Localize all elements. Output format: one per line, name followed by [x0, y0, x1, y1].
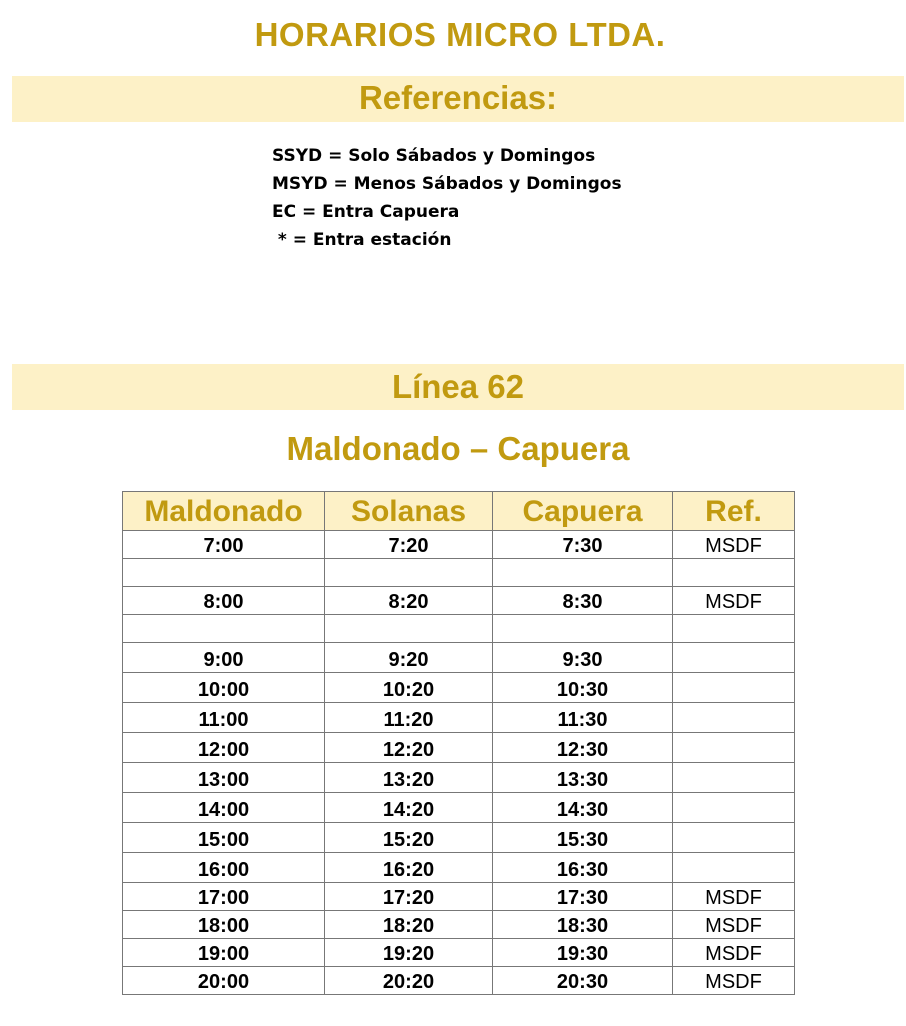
references-heading: Referencias: [358, 79, 558, 116]
cell-ref-code: MSDF [673, 587, 795, 615]
table-row [123, 587, 795, 615]
table-header-row [123, 492, 795, 531]
cell-solanas-time [325, 559, 493, 587]
cell-capuera-time [493, 559, 673, 587]
cell-solanas-time: 8:20 [325, 587, 493, 615]
cell-capuera-time: 19:30 [493, 939, 673, 967]
cell-maldonado-time: 16:00 [123, 853, 325, 883]
cell-capuera-time [493, 615, 673, 643]
cell-maldonado-time: 13:00 [123, 763, 325, 793]
cell-solanas-time: 10:20 [325, 673, 493, 703]
cell-solanas-time: 15:20 [325, 823, 493, 853]
table-row [123, 823, 795, 853]
cell-ref-code [673, 853, 795, 883]
references-band [12, 76, 904, 122]
cell-capuera-time: 12:30 [493, 733, 673, 763]
column-header-maldonado: Maldonado [123, 492, 325, 531]
table-row [123, 967, 795, 995]
cell-maldonado-time [123, 559, 325, 587]
cell-maldonado-time: 11:00 [123, 703, 325, 733]
schedule-table [122, 491, 795, 995]
table-row [123, 939, 795, 967]
cell-capuera-time: 9:30 [493, 643, 673, 673]
cell-solanas-time: 12:20 [325, 733, 493, 763]
cell-capuera-time: 20:30 [493, 967, 673, 995]
cell-capuera-time: 15:30 [493, 823, 673, 853]
cell-maldonado-time: 12:00 [123, 733, 325, 763]
cell-maldonado-time: 15:00 [123, 823, 325, 853]
cell-solanas-time: 17:20 [325, 883, 493, 911]
cell-solanas-time: 14:20 [325, 793, 493, 823]
legend-item-msyd: MSYD = Menos Sábados y Domingos [272, 174, 622, 194]
cell-capuera-time: 14:30 [493, 793, 673, 823]
cell-solanas-time: 18:20 [325, 911, 493, 939]
table-row [123, 793, 795, 823]
cell-ref-code [673, 673, 795, 703]
cell-ref-code: MSDF [673, 883, 795, 911]
cell-capuera-time: 11:30 [493, 703, 673, 733]
table-row [123, 643, 795, 673]
cell-capuera-time: 13:30 [493, 763, 673, 793]
cell-capuera-time: 7:30 [493, 531, 673, 559]
cell-ref-code [673, 763, 795, 793]
cell-maldonado-time: 9:00 [123, 643, 325, 673]
table-row [123, 673, 795, 703]
cell-maldonado-time: 19:00 [123, 939, 325, 967]
cell-solanas-time: 9:20 [325, 643, 493, 673]
cell-ref-code [673, 643, 795, 673]
cell-maldonado-time [123, 615, 325, 643]
legend-item-station: * = Entra estación [272, 230, 452, 250]
table-row [123, 733, 795, 763]
cell-maldonado-time: 18:00 [123, 911, 325, 939]
cell-ref-code: MSDF [673, 531, 795, 559]
cell-ref-code [673, 733, 795, 763]
cell-solanas-time: 20:20 [325, 967, 493, 995]
legend-item-ssyd: SSYD = Solo Sábados y Domingos [272, 146, 596, 166]
cell-maldonado-time: 8:00 [123, 587, 325, 615]
line-band [12, 364, 904, 410]
table-row [123, 911, 795, 939]
table-row [123, 559, 795, 587]
table-row [123, 615, 795, 643]
cell-solanas-time: 19:20 [325, 939, 493, 967]
table-row [123, 763, 795, 793]
cell-maldonado-time: 10:00 [123, 673, 325, 703]
cell-solanas-time: 7:20 [325, 531, 493, 559]
table-row [123, 883, 795, 911]
cell-maldonado-time: 20:00 [123, 967, 325, 995]
legend-list [272, 142, 622, 254]
cell-solanas-time: 16:20 [325, 853, 493, 883]
cell-maldonado-time: 7:00 [123, 531, 325, 559]
cell-capuera-time: 8:30 [493, 587, 673, 615]
cell-ref-code [673, 703, 795, 733]
cell-capuera-time: 18:30 [493, 911, 673, 939]
route-name: Maldonado – Capuera [286, 430, 630, 467]
line-title: Línea 62 [391, 368, 525, 405]
legend-item-ec: EC = Entra Capuera [272, 202, 460, 222]
cell-ref-code [673, 615, 795, 643]
cell-ref-code: MSDF [673, 939, 795, 967]
page-title: HORARIOS MICRO LTDA. [254, 16, 666, 53]
column-header-capuera: Capuera [493, 492, 673, 531]
cell-ref-code: MSDF [673, 911, 795, 939]
table-row [123, 703, 795, 733]
cell-capuera-time: 17:30 [493, 883, 673, 911]
column-header-ref: Ref. [673, 492, 795, 531]
cell-ref-code [673, 823, 795, 853]
cell-solanas-time: 11:20 [325, 703, 493, 733]
cell-solanas-time [325, 615, 493, 643]
cell-ref-code: MSDF [673, 967, 795, 995]
cell-ref-code [673, 559, 795, 587]
cell-ref-code [673, 793, 795, 823]
cell-maldonado-time: 14:00 [123, 793, 325, 823]
column-header-solanas: Solanas [325, 492, 493, 531]
cell-capuera-time: 10:30 [493, 673, 673, 703]
cell-maldonado-time: 17:00 [123, 883, 325, 911]
table-row [123, 531, 795, 559]
cell-solanas-time: 13:20 [325, 763, 493, 793]
table-row [123, 853, 795, 883]
schedule-body [123, 531, 795, 995]
cell-capuera-time: 16:30 [493, 853, 673, 883]
